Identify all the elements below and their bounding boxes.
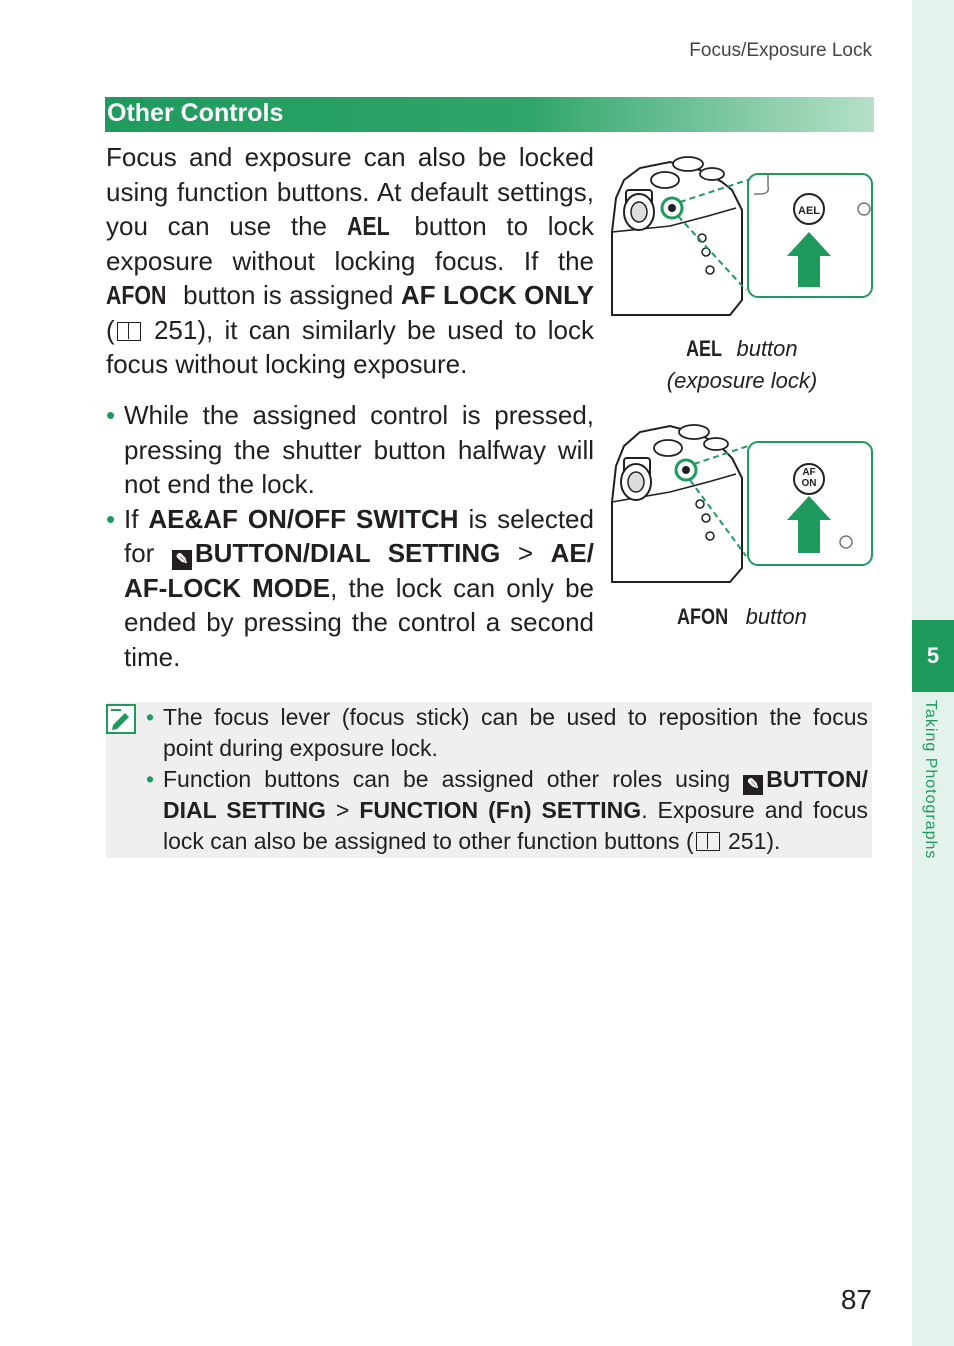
section-header xyxy=(105,97,874,132)
note-list xyxy=(146,702,868,857)
list-item xyxy=(146,764,868,857)
book-ref-icon xyxy=(696,832,720,851)
note-menu-separator: > xyxy=(335,797,350,823)
afon-caption xyxy=(612,601,872,633)
bullet-text-2b: is selected for xyxy=(124,503,594,568)
intro-text-1: Focus and exposure can also be locked using function buttons. At default settings, you can use the xyxy=(106,142,594,241)
bullet-list xyxy=(106,398,594,674)
ael-caption-button: AEL xyxy=(686,336,723,361)
intro-text-2: button to lock exposure without locking focus. If the xyxy=(106,211,595,276)
ael-caption xyxy=(612,333,872,397)
ael-button-label: AEL xyxy=(798,205,820,217)
note-box xyxy=(106,702,872,858)
afon-button-label-2: ON xyxy=(801,478,817,489)
list-item xyxy=(146,702,868,764)
afon-button-label-1: AF xyxy=(802,467,816,478)
ael-caption-word: button xyxy=(736,336,798,361)
section-title: Other Controls xyxy=(107,99,284,127)
setup-wrench-icon: ✎ xyxy=(743,775,763,795)
note-text-2b: . Exposure and focus lock can also be assigned to other function buttons ( xyxy=(163,797,869,854)
bullet-text-2a: If xyxy=(124,503,139,534)
chapter-tab[interactable]: 5 xyxy=(912,620,954,692)
intro-paren: ( xyxy=(106,314,115,345)
page-ref-link[interactable]: 251 xyxy=(153,314,198,345)
af-lock-only-option: AF LOCK ONLY xyxy=(400,280,594,310)
intro-paragraph xyxy=(106,140,594,382)
note-pencil-icon xyxy=(106,704,136,734)
afon-caption-button: AFON xyxy=(677,604,729,629)
ael-button-name: AEL xyxy=(346,211,390,241)
afon-caption-word: button xyxy=(745,604,807,629)
ae-af-lock-mode-option: AE/ AF-LOCK MODE xyxy=(124,538,594,603)
afon-button-name: AFON xyxy=(106,280,167,310)
running-head: Focus/Exposure Lock xyxy=(689,40,872,61)
ae-af-switch-option: AE&AF ON/OFF SWITCH xyxy=(148,503,459,534)
note-text-2a: Function buttons can be assigned other roles using xyxy=(163,766,731,792)
note-function-setting: FUNCTION (Fn) SETTING xyxy=(359,797,642,823)
note-text-1: The focus lever (focus stick) can be used to reposition the focus point during exposure lock. xyxy=(163,704,868,761)
list-item xyxy=(106,398,594,502)
page-number: 87 xyxy=(840,1284,872,1315)
bullet-text-2c: , the lock can only be ended by pressing the control a second time. xyxy=(124,572,594,672)
setup-wrench-icon: ✎ xyxy=(172,550,192,570)
ael-caption-sub: (exposure lock) xyxy=(666,368,818,393)
list-item xyxy=(106,502,594,675)
bullet-text-1: While the assigned control is pressed, pressing the shutter button halfway will not end the lock. xyxy=(124,400,594,499)
note-text-2c: ). xyxy=(766,828,781,854)
intro-text-3: button is assigned xyxy=(183,280,394,310)
note-button-dial-setting: BUTTON/ DIAL SETTING xyxy=(163,766,869,823)
ael-camera-illustration xyxy=(610,150,875,320)
chapter-label: Taking Photographs xyxy=(922,700,939,860)
menu-separator: > xyxy=(517,538,534,568)
afon-camera-illustration xyxy=(610,420,875,590)
note-page-ref-link[interactable]: 251 xyxy=(728,828,767,854)
button-dial-setting-menu: BUTTON/DIAL SETTING xyxy=(194,538,501,568)
book-ref-icon xyxy=(117,322,141,341)
intro-text-4: ), it can similarly be used to lock focus without locking exposure. xyxy=(106,314,595,379)
